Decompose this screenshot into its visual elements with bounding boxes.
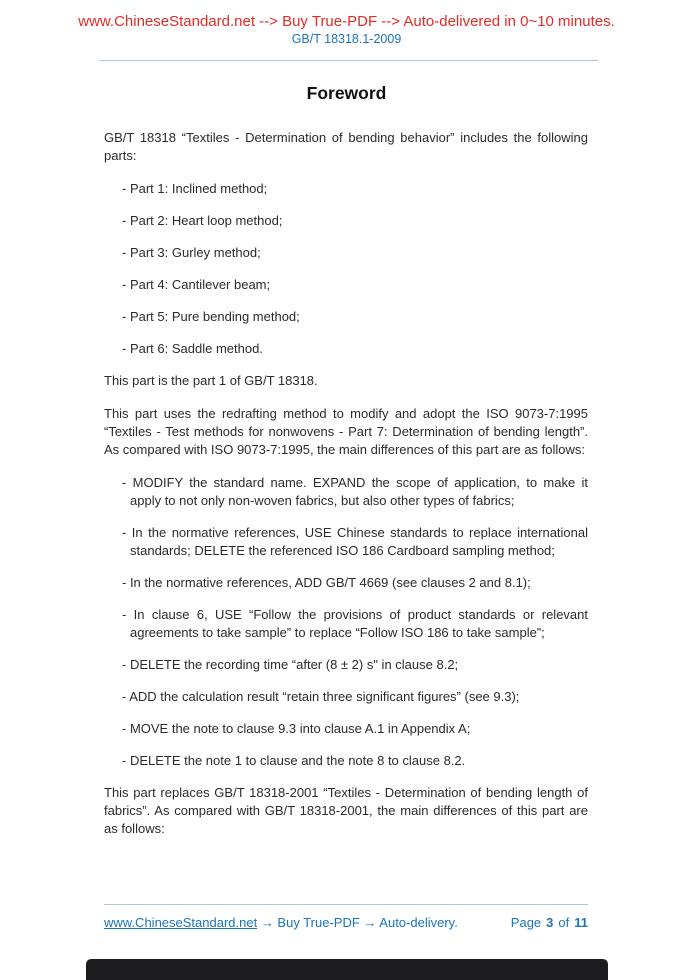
paragraph-part-one: This part is the part 1 of GB/T 18318. (104, 373, 318, 388)
footer-divider (104, 904, 588, 905)
list-item-part-1: - Part 1: Inclined method; (122, 181, 268, 196)
footer-website-link[interactable]: www.ChineseStandard.net (104, 915, 258, 930)
purchase-banner: www.ChineseStandard.net --> Buy True-PDF --> Auto-delivered in 0~10 minutes. (78, 13, 615, 30)
list-item-part-5: - Part 5: Pure bending method; (122, 309, 300, 324)
standard-number: GB/T 18318.1-2009 (291, 32, 402, 46)
document-body (104, 129, 588, 838)
list-item-part-6: - Part 6: Saddle method. (122, 341, 263, 356)
list-item-diff-4: - In clause 6, USE “Follow the provisions of product standards or relevant agreements to take sample” to replace “Follow ISO 186 to take sample”; (122, 607, 588, 640)
list-item-part-3: - Part 3: Gurley method; (122, 245, 261, 260)
of-label: of (558, 915, 570, 930)
page-title: Foreword (306, 83, 387, 103)
list-item-diff-2: - In the normative references, USE Chinese standards to replace international standards; DELETE the referenced ISO 186 Cardboard sampling method; (122, 525, 588, 558)
list-item-diff-5: - DELETE the recording time “after (8 ± 2) s" in clause 8.2; (122, 657, 459, 672)
pdf-viewer-toolbar[interactable] (86, 959, 608, 980)
page-total: 11 (574, 915, 588, 930)
list-item-part-2: - Part 2: Heart loop method; (122, 213, 283, 228)
list-item-diff-1: - MODIFY the standard name. EXPAND the scope of application, to make it apply to not only non-woven fabrics, but also other types of fabrics; (122, 475, 588, 508)
paragraph-includes: GB/T 18318 “Textiles - Determination of bending behavior” includes the following parts: (104, 130, 588, 163)
list-item-diff-3: - In the normative references, ADD GB/T 4669 (see clauses 2 and 8.1); (122, 575, 531, 590)
paragraph-redrafting: This part uses the redrafting method to modify and adopt the ISO 9073-7:1995 “Textiles - Test methods for nonwovens - Part 7: Determination of bending length”. As compared with ISO 9073-7:1995, the main differences of this part are as follows: (104, 406, 588, 457)
footer-delivery (104, 914, 458, 931)
footer (104, 914, 588, 931)
page-label: Page (510, 915, 542, 930)
footer-delivery-text: → Buy True-PDF → Auto-delivery. (257, 915, 458, 930)
page-indicator (511, 914, 588, 931)
list-item-diff-8: - DELETE the note 1 to clause and the note 8 to clause 8.2. (122, 753, 466, 768)
list-item-diff-7: - MOVE the note to clause 9.3 into clause A.1 in Appendix A; (122, 721, 471, 736)
paragraph-replaces: This part replaces GB/T 18318-2001 “Textiles - Determination of bending length of fabrics”. As compared with GB/T 18318-2001, the main differences of this part are as follows: (104, 785, 588, 836)
list-item-part-4: - Part 4: Cantilever beam; (122, 277, 271, 292)
header-divider (99, 60, 598, 61)
page-current: 3 (546, 915, 554, 930)
list-item-diff-6: - ADD the calculation result “retain three significant figures” (see 9.3); (122, 689, 520, 704)
